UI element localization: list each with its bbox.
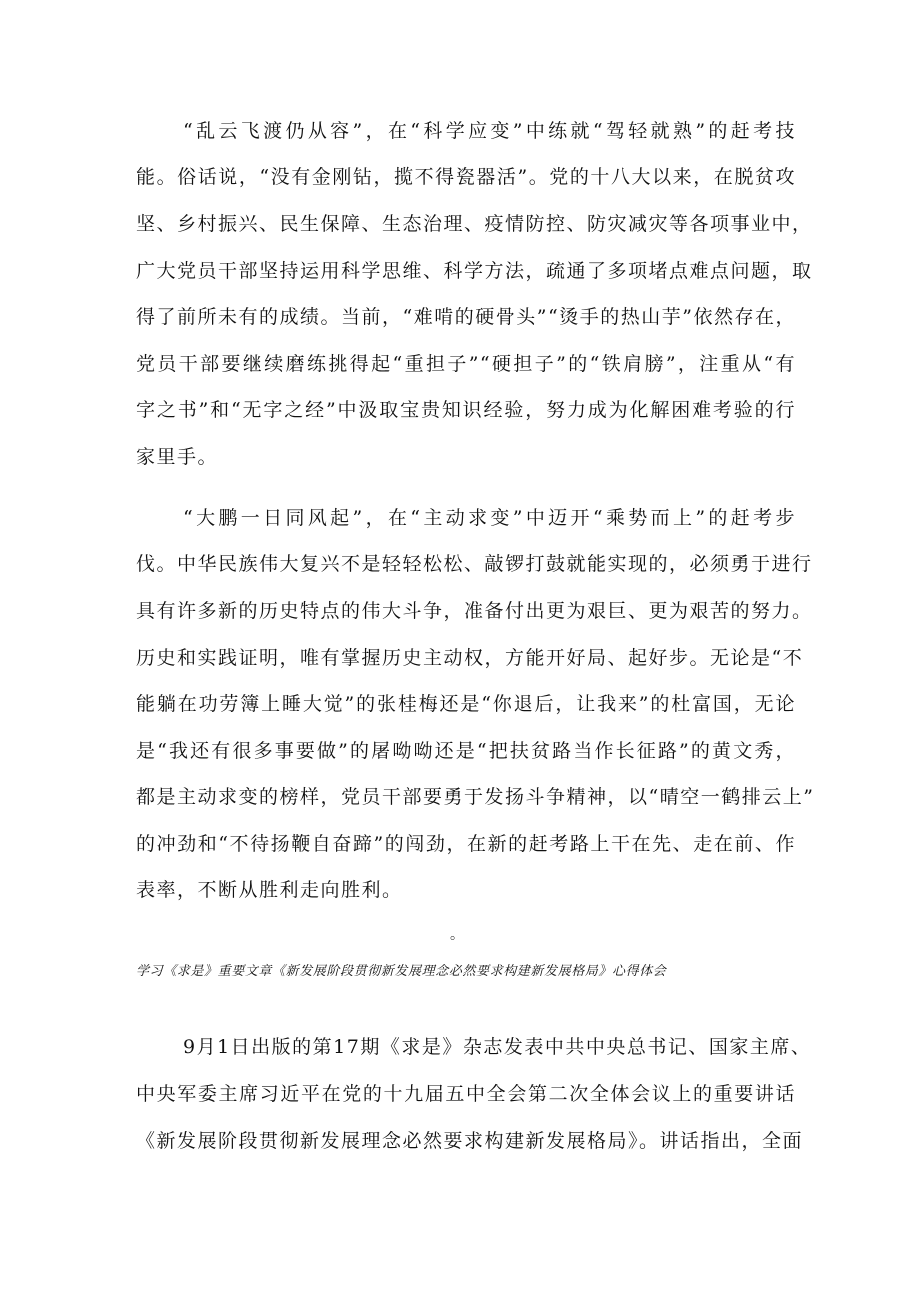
paragraph-line: 具有许多新的历史特点的伟大斗争，准备付出更为艰巨、更为艰苦的努力。: [136, 600, 813, 622]
paragraph-line: “乱云飞渡仍从容”，在“科学应变”中练就“驾轻就熟”的赶考技: [183, 120, 796, 142]
paragraph-line: 坚、乡村振兴、民生保障、生态治理、疫情防控、防灾减灾等各项事业中，: [136, 213, 813, 235]
paragraph-line: 家里手。: [136, 446, 219, 468]
paragraph-line: 《新发展阶段贯彻新发展理念必然要求构建新发展格局》。讲话指出，全面: [136, 1130, 804, 1152]
paragraph-line: 9月1日出版的第17期《求是》杂志发表中共中央总书记、国家主席、: [183, 1036, 812, 1058]
article-title: 学习《求是》重要文章《新发展阶段贯彻新发展理念必然要求构建新发展格局》心得体会: [136, 964, 667, 979]
paragraph-line: “大鹏一日同风起”，在“主动求变”中迈开“乘势而上”的赶考步: [183, 507, 796, 529]
paragraph-line: 得了前所未有的成绩。当前，“难啃的硬骨头”“烫手的热山芋”依然存在，: [136, 306, 796, 328]
paragraph-line: 中央军委主席习近平在党的十九届五中全会第二次全体会议上的重要讲话: [136, 1083, 796, 1105]
paragraph-line: 党员干部要继续磨练挑得起“重担子”“硬担子”的“铁肩膀”，注重从“有: [136, 353, 796, 375]
separator-mark: 。: [450, 927, 464, 943]
paragraph-line: 能。俗话说，“没有金刚钻，揽不得瓷器活”。党的十八大以来，在脱贫攻: [136, 166, 796, 188]
paragraph-line: 广大党员干部坚持运用科学思维、科学方法，疏通了多项堵点难点问题，取: [136, 260, 813, 282]
paragraph-line: 历史和实践证明，唯有掌握历史主动权，方能开好局、起好步。无论是“不: [136, 647, 804, 669]
paragraph-line: 的冲劲和“不待扬鞭自奋蹄”的闯劲，在新的赶考路上干在先、走在前、作: [136, 833, 796, 855]
paragraph-line: 是“我还有很多事要做”的屠呦呦还是“把扶贫路当作长征路”的黄文秀，: [136, 740, 796, 762]
paragraph-line: 字之书”和“无字之经”中汲取宝贵知识经验，努力成为化解困难考验的行: [136, 399, 796, 421]
paragraph-line: 伐。中华民族伟大复兴不是轻轻松松、敲锣打鼓就能实现的，必须勇于进行: [136, 553, 813, 575]
paragraph-line: 都是主动求变的榜样，党员干部要勇于发扬斗争精神，以“晴空一鹤排云上”: [136, 786, 815, 808]
paragraph-line: 能躺在功劳簿上睡大觉”的张桂梅还是“你退后，让我来”的杜富国，无论: [136, 693, 796, 715]
paragraph-line: 表率，不断从胜利走向胜利。: [136, 879, 403, 901]
